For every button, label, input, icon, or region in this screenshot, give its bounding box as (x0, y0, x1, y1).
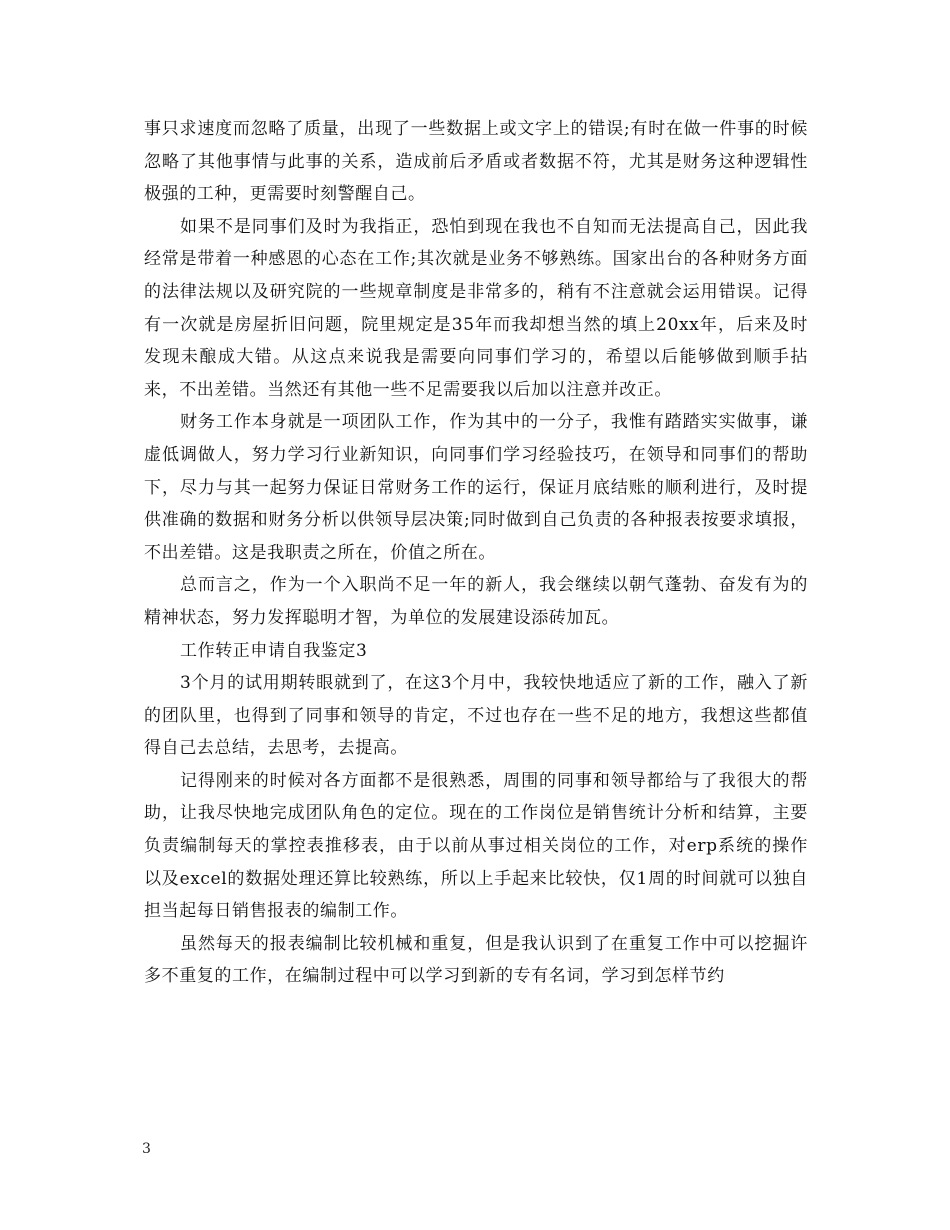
paragraph-7: 虽然每天的报表编制比较机械和重复，但是我认识到了在重复工作中可以挖掘许多不重复的工作，在编制过程中可以学习到新的专有名词，学习到怎样节约 (144, 933, 808, 987)
paragraph-4: 总而言之，作为一个入职尚不足一年的新人，我会继续以朝气蓬勃、奋发有为的精神状态，努力发挥聪明才智，为单位的发展建设添砖加瓦。 (144, 575, 808, 628)
paragraph-5: 3个月的试用期转眼就到了，在这3个月中，我较快地适应了新的工作，融入了新的团队里，也得到了同事和领导的肯定，不过也存在一些不足的地方，我想这些都值得自己去总结，去思考，去提高。 (144, 673, 808, 759)
document-body (144, 113, 808, 993)
paragraph-6: 记得刚来的时候对各方面都不是很熟悉，周围的同事和领导都给与了我很大的帮助，让我尽快地完成团队角色的定位。现在的工作岗位是销售统计分析和结算，主要负责编制每天的掌控表推移表，由于以前从事过相关岗位的工作，对erp系统的操作以及excel的数据处理还算比较熟练，所以上手起来比较快，仅1周的时间就可以独自担当起每日销售报表的编制工作。 (144, 770, 808, 922)
page-number: 3 (142, 1141, 151, 1157)
paragraph-3: 财务工作本身就是一项团队工作，作为其中的一分子，我惟有踏踏实实做事，谦虚低调做人，努力学习行业新知识，向同事们学习经验技巧，在领导和同事们的帮助下，尽力与其一起努力保证日常财务工作的运行，保证月底结账的顺利进行，及时提供准确的数据和财务分析以供领导层决策;同时做到自己负责的各种报表按要求填报，不出差错。这是我职责之所在，价值之所在。 (144, 412, 808, 563)
paragraph-2: 如果不是同事们及时为我指正，恐怕到现在我也不自知而无法提高自己，因此我经常是带着一种感恩的心态在工作;其次就是业务不够熟练。国家出台的各种财务方面的法律法规以及研究院的一些规章制度是非常多的，稍有不注意就会运用错误。记得有一次就是房屋折旧问题，院里规定是35年而我却想当然的填上20xx年，后来及时发现未酿成大错。从这点来说我是需要向同事们学习的，希望以后能够做到顺手拈来，不出差错。当然还有其他一些不足需要我以后加以注意并改正。 (144, 216, 808, 400)
paragraph-1: 事只求速度而忽略了质量，出现了一些数据上或文字上的错误;有时在做一件事的时候忽略了其他事情与此事的关系，造成前后矛盾或者数据不符，尤其是财务这种逻辑性极强的工种，更需要时刻警醒自己。 (144, 119, 808, 205)
section-heading: 工作转正申请自我鉴定3 (180, 640, 368, 661)
